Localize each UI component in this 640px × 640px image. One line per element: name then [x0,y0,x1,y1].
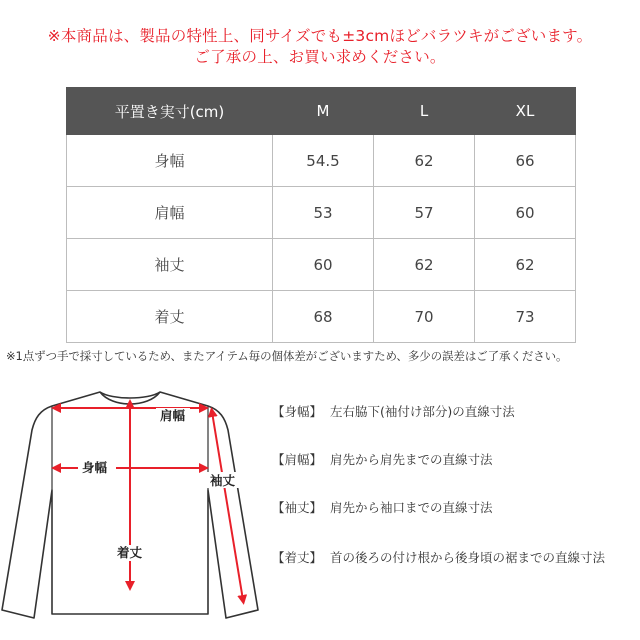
legend-key: 【袖丈】 [272,500,323,515]
legend-desc: 首の後ろの付け根から後身頃の裾までの直線寸法 [330,550,606,565]
row-label: 着丈 [67,291,273,343]
header-cell-m: M [273,88,374,135]
legend-key: 【身幅】 [272,404,323,419]
header-cell-xl: XL [475,88,576,135]
legend-item-shoulder [272,450,493,468]
row-label: 肩幅 [67,187,273,239]
sleeve-arrow [212,412,243,600]
legend-item-length [272,548,605,566]
table-cell: 53 [273,187,374,239]
legend-item-sleeve [272,498,493,516]
length-label: 着丈 [117,545,143,560]
notice-line-1: ※本商品は、製品の特性上、同サイズでも±3cmほどバラツキがございます。 [47,27,593,45]
size-table [66,87,576,343]
legend-key: 【肩幅】 [272,452,323,467]
table-cell: 57 [374,187,475,239]
table-row [67,291,576,343]
table-cell: 73 [475,291,576,343]
table-row [67,239,576,291]
row-label: 袖丈 [67,239,273,291]
table-cell: 62 [374,239,475,291]
legend-desc: 肩先から袖口までの直線寸法 [330,500,493,515]
table-cell: 62 [475,239,576,291]
table-cell: 60 [475,187,576,239]
chest-label: 身幅 [82,460,108,475]
table-row [67,187,576,239]
header-cell-l: L [374,88,475,135]
shoulder-label: 肩幅 [160,408,186,423]
legend-desc: 肩先から肩先までの直線寸法 [330,452,493,467]
notice-line-2: ご了承の上、お買い求めください。 [194,48,446,66]
footnote: ※1点ずつ手で採寸しているため、またアイテム毎の個体差がございますため、多少の誤差はご了承ください。 [6,349,568,363]
table-header-row [67,88,576,135]
tshirt-diagram [0,378,260,640]
table-cell: 54.5 [273,135,374,187]
sleeve-label: 袖丈 [210,473,236,488]
legend-desc: 左右脇下(袖付け部分)の直線寸法 [330,404,515,419]
table-cell: 70 [374,291,475,343]
table-cell: 60 [273,239,374,291]
header-cell-measure: 平置き実寸(cm) [67,88,273,135]
table-row [67,135,576,187]
legend-item-chest [272,402,515,420]
table-cell: 68 [273,291,374,343]
legend-key: 【着丈】 [272,550,323,565]
table-cell: 66 [475,135,576,187]
table-cell: 62 [374,135,475,187]
row-label: 身幅 [67,135,273,187]
